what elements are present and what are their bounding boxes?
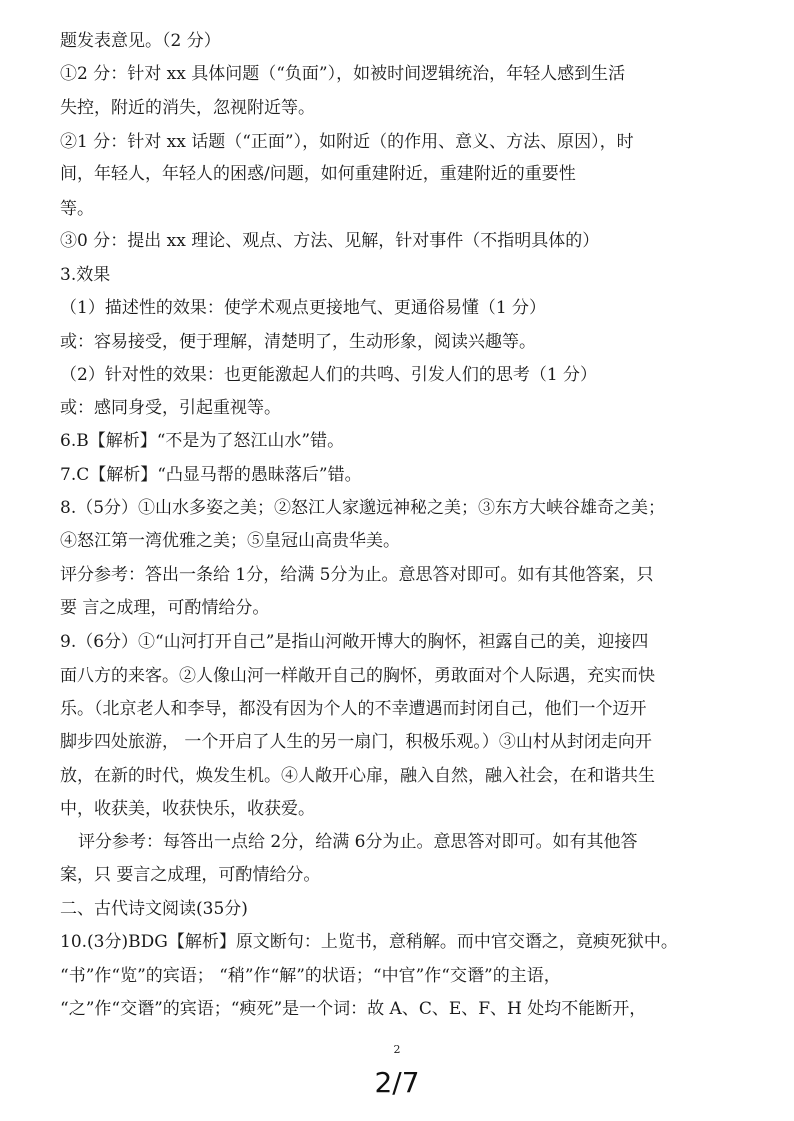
text-line: 乐。（北京老人和李导，都没有因为个人的不幸遭遇而封闭自己，他们一个迈开 xyxy=(60,699,647,719)
text-line: 或：容易接受，便于理解，清楚明了，生动形象，阅读兴趣等。 xyxy=(60,332,536,352)
answer-6: 6.B【解析】“不是为了怒江山水”错。 xyxy=(60,431,345,451)
text-line: “之”作“交谮”的宾语；“瘐死”是一个词：故 A、C、E、F、H 处均不能断开， xyxy=(60,999,647,1019)
text-line: （1）描述性的效果：使学术观点更接地气、更通俗易懂（1 分） xyxy=(60,298,547,318)
page-fraction: 2/7 xyxy=(374,1066,420,1099)
text-line: ④怒江第一湾优雅之美；⑤皇冠山高贵华美。 xyxy=(60,531,400,551)
text-line: 要 言之成理，可酌情给分。 xyxy=(60,598,270,618)
text-line: 案，只 要言之成理，可酌情给分。 xyxy=(60,865,321,885)
text-line: ②1 分：针对 xx 话题（“正面”），如附近（的作用、意义、方法、原因），时 xyxy=(60,132,634,152)
text-line: 面八方的来客。②人像山河一样敞开自己的胸怀，勇敢面对个人际遇，充实而快 xyxy=(60,666,655,686)
section-heading: 二、古代诗文阅读(35分) xyxy=(60,899,248,919)
answer-8: 8.（5分）①山水多姿之美；②怒江人家邈远神秘之美；③东方大峡谷雄奇之美； xyxy=(60,498,666,518)
text-line: 脚步四处旅游， 一个开启了人生的另一扇门，积极乐观。）③山村从封闭走向开 xyxy=(60,732,652,752)
section-heading: 3.效果 xyxy=(60,265,111,285)
answer-10: 10.(3分)BDG【解析】原文断句：上览书，意稍解。而中官交谮之，竟瘐死狱中。 xyxy=(60,932,678,952)
text-line: 失控，附近的消失，忽视附近等。 xyxy=(60,98,315,118)
scoring-note: 评分参考：每答出一点给 2分，给满 6分为止。意思答对即可。如有其他答 xyxy=(78,832,638,852)
text-line: 间，年轻人，年轻人的困惑/问题，如何重建附近，重建附近的重要性 xyxy=(60,164,576,184)
text-line: 或：感同身受，引起重视等。 xyxy=(60,398,281,418)
page-number: 2 xyxy=(393,1043,401,1056)
text-line: （2）针对性的效果：也更能激起人们的共鸣、引发人们的思考（1 分） xyxy=(60,365,598,385)
answer-9: 9.（6分）①“山河打开自己”是指山河敞开博大的胸怀，袒露自己的美，迎接四 xyxy=(60,632,649,652)
text-line: 放，在新的时代，焕发生机。④人敞开心扉，融入自然，融入社会，在和谐共生 xyxy=(60,766,655,786)
text-line: 题发表意见。（2 分） xyxy=(60,31,221,51)
text-line: “书”作“览”的宾语； “稍”作“解”的状语；“中官”作“交谮”的主语， xyxy=(60,966,561,986)
text-line: ③0 分：提出 xx 理论、观点、方法、见解，针对事件（不指明具体的） xyxy=(60,231,600,251)
scoring-note: 评分参考：答出一条给 1分，给满 5分为止。意思答对即可。如有其他答案，只 xyxy=(60,565,654,585)
text-line: ①2 分：针对 xx 具体问题（“负面”），如被时间逻辑统治，年轻人感到生活 xyxy=(60,64,626,84)
answer-7: 7.C【解析】“凸显马帮的愚昧落后”错。 xyxy=(60,465,362,485)
text-line: 中，收获美，收获快乐，收获爱。 xyxy=(60,799,315,819)
text-line: 等。 xyxy=(60,199,94,219)
